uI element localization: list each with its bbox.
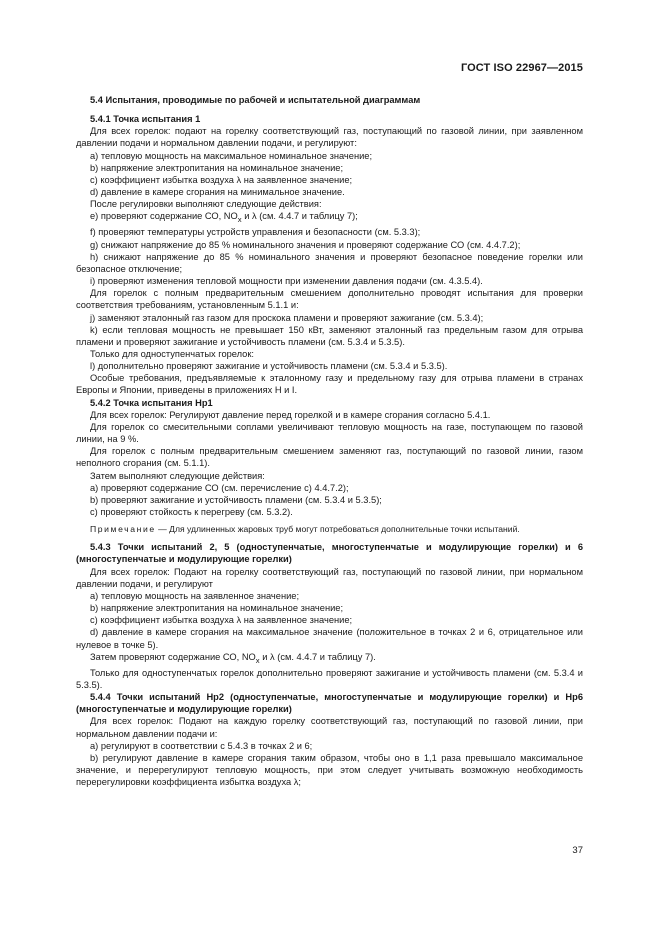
paragraph: Для всех горелок: Регулируют давление перед горелкой и в камере сгорания согласно 5.4.1. <box>90 409 491 420</box>
list-item: a) тепловую мощность на максимальное номинальное значение; <box>90 150 373 161</box>
subscript: x <box>237 215 242 225</box>
paragraph: После регулировки выполняют следующие действия: <box>90 199 322 210</box>
list-item: j) заменяют эталонный газ газом для проскока пламени и проверяют зажигание (см. 5.3.4); <box>90 312 484 323</box>
list-item: g) снижают напряжение до 85 % номинального значения и проверяют содержание СО (см. 4.4.7.2); <box>90 239 521 250</box>
paragraph <box>76 651 583 667</box>
list-item: k) если тепловая мощность не превышает 150 кВт, заменяют эталонный газ предельным газом для отрыва пламени и проверяют зажигание и устойчивость пламени (см. 5.3.4 и 5.3.5). <box>76 324 583 347</box>
paragraph: Для горелок с полным предварительным смешением дополнительно проводят испытания для проверки соответствия требованиям, установленным 5.1.1 и: <box>76 288 583 311</box>
paragraph-text: и λ (см. 4.4.7 и таблицу 7). <box>259 651 376 662</box>
note-text: — Для удлиненных жаровых труб могут потребоваться дополнительные точки испытаний. <box>155 524 520 535</box>
list-item: b) регулируют давление в камере сгорания таким образом, чтобы оно в 1,1 раза превышало максимальное значение, и перерегулируют тепловую мощность, при этом следует учитывать возможную необходимость перерегулировки коэффициента избытка воздуха λ; <box>76 752 583 788</box>
list-item: a) тепловую мощность на заявленное значение; <box>90 590 300 601</box>
paragraph: Для всех горелок: Подают на горелку соответствующий газ, поступающий по газовой линии, при нормальном давлении подачи, и регулируют <box>76 566 583 589</box>
list-item: a) регулируют в соответствии с 5.4.3 в точках 2 и 6; <box>90 740 313 751</box>
paragraph: Для горелок с полным предварительным смешением заменяют газ, поступающий по газовой линии, газом неполного сгорания (см. 5.1.1). <box>76 446 583 469</box>
list-item: c) коэффициент избытка воздуха λ на заявленное значение; <box>90 174 353 185</box>
section-5-4-3-title: 5.4.3 Точки испытаний 2, 5 (одноступенчатые, многоступенчатые и модулирующие горелки) и 6 (многоступенчатые и модулирующие горелки) <box>76 542 583 565</box>
section-5-4-1-title: 5.4.1 Точка испытания 1 <box>90 114 201 125</box>
list-item: i) проверяют изменения тепловой мощности при изменении давления подачи (см. 4.3.5.4). <box>90 276 483 287</box>
page-number: 37 <box>572 845 583 856</box>
list-item: a) проверяют содержание СО (см. перечисление c) 4.4.7.2); <box>90 482 349 493</box>
section-5-4-4-title: 5.4.4 Точки испытаний Нр2 (одноступенчатые, многоступенчатые и модулирующие горелки) и Нр6 (многоступенчатые и модулирующие горелки) <box>76 692 583 715</box>
paragraph: Затем выполняют следующие действия: <box>90 470 265 481</box>
list-item: c) коэффициент избытка воздуха λ на заявленное значение; <box>90 615 353 626</box>
list-item-text: e) проверяют содержание СО, NO <box>90 211 238 222</box>
paragraph: Для всех горелок: подают на горелку соответствующий газ, поступающий по газовой линии, при заявленном давлении подачи и нормальном давлении подачи, и регулируют: <box>76 126 583 149</box>
section-5-4-title: 5.4 Испытания, проводимые по рабочей и испытательной диаграммам <box>90 95 421 105</box>
document-id: ГОСТ ISO 22967—2015 <box>460 62 583 74</box>
list-item: b) напряжение электропитания на номинальное значение; <box>90 162 344 173</box>
list-item: l) дополнительно проверяют зажигание и устойчивость пламени (см. 5.3.4 и 5.3.5). <box>90 361 448 372</box>
list-item-text: и λ (см. 4.4.7 и таблицу 7); <box>241 211 358 222</box>
list-item: f) проверяют температуры устройств управления и безопасности (см. 5.3.3); <box>90 227 421 238</box>
paragraph: Особые требования, предъявляемые к эталонному газу и предельному газу для отрыва пламени в странах Европы и Японии, приведены в приложениях H и I. <box>76 373 583 396</box>
list-item: b) напряжение электропитания на номинальное значение; <box>90 603 344 614</box>
list-item: d) давление в камере сгорания на минимальное значение. <box>90 187 345 198</box>
list-item: h) снижают напряжение до 85 % номинального значения и проверяют безопасное поведение горелки или безопасное отключение; <box>76 251 583 274</box>
list-item: b) проверяют зажигание и устойчивость пламени (см. 5.3.4 и 5.3.5); <box>90 494 382 505</box>
paragraph: Для горелок со смесительными соплами увеличивают тепловую мощность на газе, поступающем по газовой линии, на 9 %. <box>76 421 583 445</box>
list-item <box>76 210 583 226</box>
paragraph: Только для одноступенчатых горелок дополнительно проверяют зажигание и устойчивость пламени (см. 5.3.4 и 5.3.5). <box>76 667 583 690</box>
note <box>76 523 583 535</box>
paragraph: Для всех горелок: Подают на каждую горелку соответствующий газ, поступающий по газовой линии, при нормальном давлении подачи и: <box>76 716 583 739</box>
list-item: d) давление в камере сгорания на максимальное значение (положительное в точках 2 и 6, отрицательное или нулевое в точке 5). <box>76 627 583 650</box>
paragraph: Только для одноступенчатых горелок: <box>90 348 254 359</box>
list-item: c) проверяют стойкость к перегреву (см. 5.3.2). <box>90 507 293 518</box>
page-content <box>76 94 583 788</box>
note-label: Примечание <box>90 524 156 535</box>
section-5-4-2-title: 5.4.2 Точка испытания Нр1 <box>90 397 213 408</box>
paragraph-text: Затем проверяют содержание СО, NO <box>90 651 256 662</box>
subscript: x <box>255 655 260 665</box>
